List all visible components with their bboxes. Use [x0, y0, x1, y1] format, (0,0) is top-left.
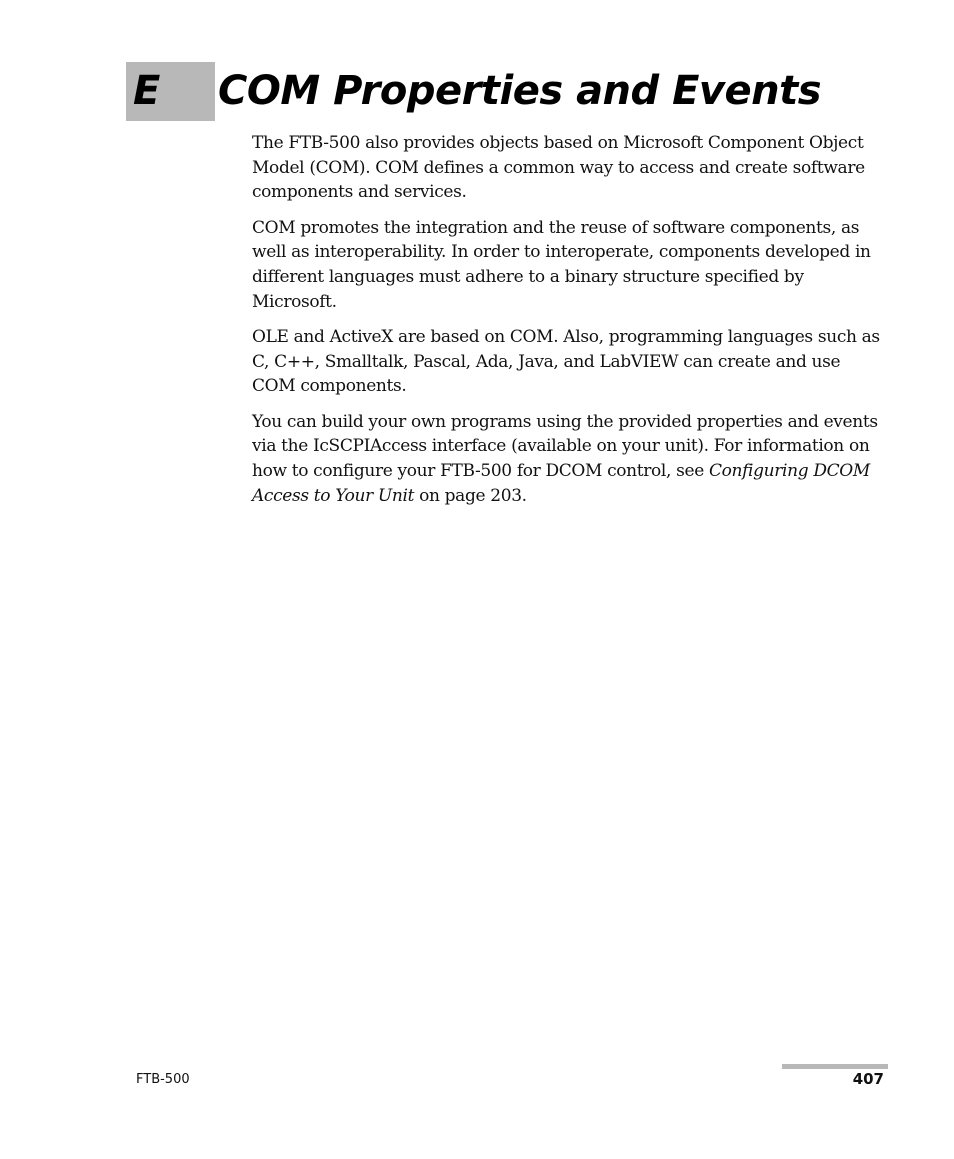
paragraph-4 — [252, 410, 888, 509]
paragraph-4-text-before: You can build your own programs using the provided properties and events via the IcSCPIAccess interface (available on your unit). For information on how to configure your FTB-500 for DCOM control, see — [252, 411, 878, 481]
footer-product: FTB-500 — [136, 1072, 190, 1087]
paragraph-1: The FTB-500 also provides objects based on Microsoft Component Object Model (COM). COM defines a common way to access and create software components and services. — [252, 133, 865, 203]
paragraph-2: COM promotes the integration and the reuse of software components, as well as interoperability. In order to interoperate, components developed in different languages must adhere to a binary structure specified by Microsoft. — [252, 217, 871, 312]
cross-reference-link[interactable]: Configuring DCOM Access to Your Unit — [252, 460, 870, 506]
body-text — [252, 131, 888, 519]
paragraph-3: OLE and ActiveX are based on COM. Also, programming languages such as C, C++, Smalltalk, Pascal, Ada, Java, and LabVIEW can create and use COM components. — [252, 326, 880, 397]
chapter-title: COM Properties and Events — [218, 68, 822, 114]
paragraph-4-text-after: on page 203. — [414, 485, 527, 506]
chapter-letter: E — [133, 68, 161, 114]
page-number: 407 — [852, 1070, 884, 1088]
